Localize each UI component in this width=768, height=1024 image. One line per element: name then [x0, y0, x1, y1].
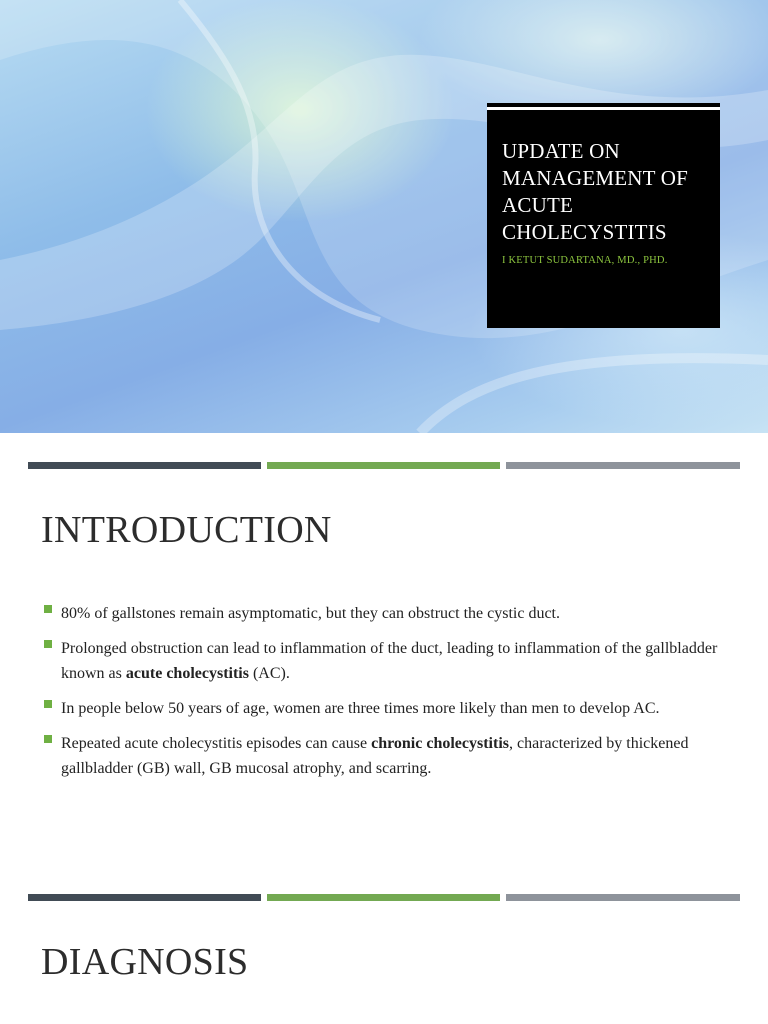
section-divider-intro — [28, 462, 740, 470]
bullet-text: In people below 50 years of age, women are three times more likely than men to develop AC. — [61, 700, 660, 717]
bullet-square-icon — [44, 735, 52, 743]
author-name: I KETUT SUDARTANA, MD., PHD. — [502, 255, 668, 266]
bullet-bold-term: chronic cholecystitis — [371, 735, 509, 752]
section-divider-diagnosis — [28, 894, 740, 902]
bullet-bold-term: acute cholecystitis — [125, 665, 249, 682]
bullet-item — [44, 601, 734, 626]
bullet-text: 80% of gallstones remain asymptomatic, but they can obstruct the cystic duct. — [61, 605, 560, 622]
title-slide — [0, 0, 768, 433]
divider-segment-gray — [506, 894, 740, 901]
divider-segment-green — [267, 894, 500, 901]
bullet-square-icon — [44, 700, 52, 708]
divider-segment-dark — [28, 894, 261, 901]
title-box — [487, 103, 720, 328]
bullet-square-icon — [44, 640, 52, 648]
presentation-title: UPDATE ON MANAGEMENT OF ACUTE CHOLECYSTITIS — [502, 139, 688, 244]
bullet-item — [44, 636, 734, 686]
bullet-text: , characterized by thickened gallbladder (GB) wall, GB mucosal atrophy, and scarring. — [61, 735, 689, 777]
bullet-item — [44, 731, 734, 781]
intro-heading: INTRODUCTION — [41, 509, 332, 551]
intro-bullet-list — [44, 601, 734, 791]
title-top-rule — [487, 103, 720, 110]
diagnosis-heading: DIAGNOSIS — [41, 941, 249, 983]
divider-segment-gray — [506, 462, 740, 469]
divider-segment-dark — [28, 462, 261, 469]
divider-segment-green — [267, 462, 500, 469]
bullet-text: (AC). — [248, 665, 290, 682]
bullet-square-icon — [44, 605, 52, 613]
bullet-item — [44, 696, 734, 721]
bullet-text: Repeated acute cholecystitis episodes can cause — [61, 735, 372, 752]
bullet-text: Prolonged obstruction can lead to inflammation of the duct, leading to inflammation of the gallbladder known as — [61, 640, 718, 682]
